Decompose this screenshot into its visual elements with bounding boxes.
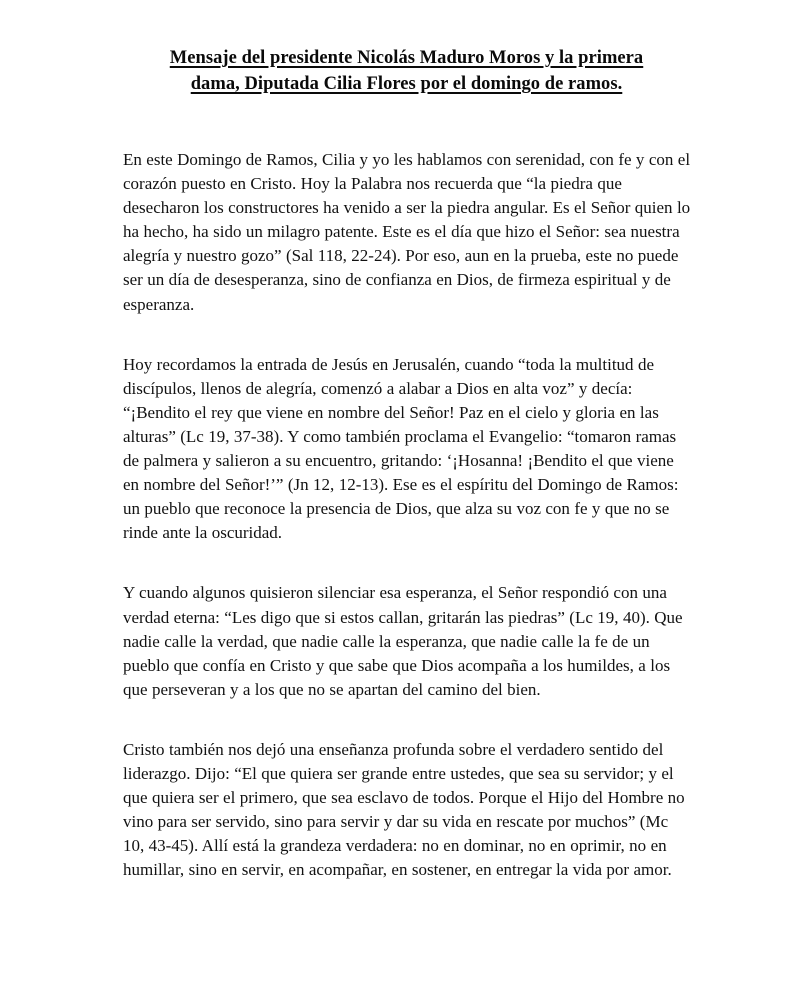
- body-paragraph: Cristo también nos dejó una enseñanza profunda sobre el verdadero sentido del liderazgo. Dijo: “El que quiera ser grande entre ustedes, que sea su servidor; y el que quiera ser el primero, que sea esclavo de todos. Porque el Hijo del Hombre no vino para ser servido, sino para servir y dar su vida en rescate por muchos” (Mc 10, 43-45). Allí está la grandeza verdadera: no en dominar, no en oprimir, no en humillar, sino en servir, en acompañar, en sostener, en entregar la vida por amor.: [123, 739, 685, 880]
- body-paragraph: Y cuando algunos quisieron silenciar esa esperanza, el Señor respondió con una verdad eterna: “Les digo que si estos callan, gritarán las piedras” (Lc 19, 40). Que nadie calle la verdad, que nadie calle la esperanza, que nadie calle la fe de un pueblo que confía en Cristo y que sabe que Dios acompaña a los humildes, a los que perseveran y a los que no se apartan del camino del bien.: [123, 583, 683, 699]
- document-title-line-2: dama, Diputada Cilia Flores por el domingo de ramos.: [190, 74, 623, 94]
- document-body: [123, 148, 693, 882]
- body-paragraph: En este Domingo de Ramos, Cilia y yo les hablamos con serenidad, con fe y con el corazón puesto en Cristo. Hoy la Palabra nos recuerda que “la piedra que desecharon los constructores ha venido a ser la piedra angular. Es el Señor quien lo ha hecho, ha sido un milagro patente. Este es el día que hizo el Señor: sea nuestra alegría y nuestro gozo” (Sal 118, 22-24). Por eso, aun en la prueba, este no puede ser un día de desesperanza, sino de confianza en Dios, de firmeza espiritual y de esperanza.: [123, 150, 691, 314]
- body-paragraph: Hoy recordamos la entrada de Jesús en Jerusalén, cuando “toda la multitud de discípulos, llenos de alegría, comenzó a alabar a Dios en alta voz” y decía: “¡Bendito el rey que viene en nombre del Señor! Paz en el cielo y gloria en las alturas” (Lc 19, 37-38). Y como también proclama el Evangelio: “tomaron ramas de palmera y salieron a su encuentro, gritando: ‘¡Hosanna! ¡Bendito el que viene en nombre del Señor!’” (Jn 12, 12-13). Ese es el espíritu del Domingo de Ramos: un pueblo que reconoce la presencia de Dios, que alza su voz con fe y que no se rinde ante la oscuridad.: [123, 354, 679, 543]
- document-title-line-1: Mensaje del presidente Nicolás Maduro Moros y la primera: [169, 48, 644, 68]
- document-title: [123, 45, 690, 97]
